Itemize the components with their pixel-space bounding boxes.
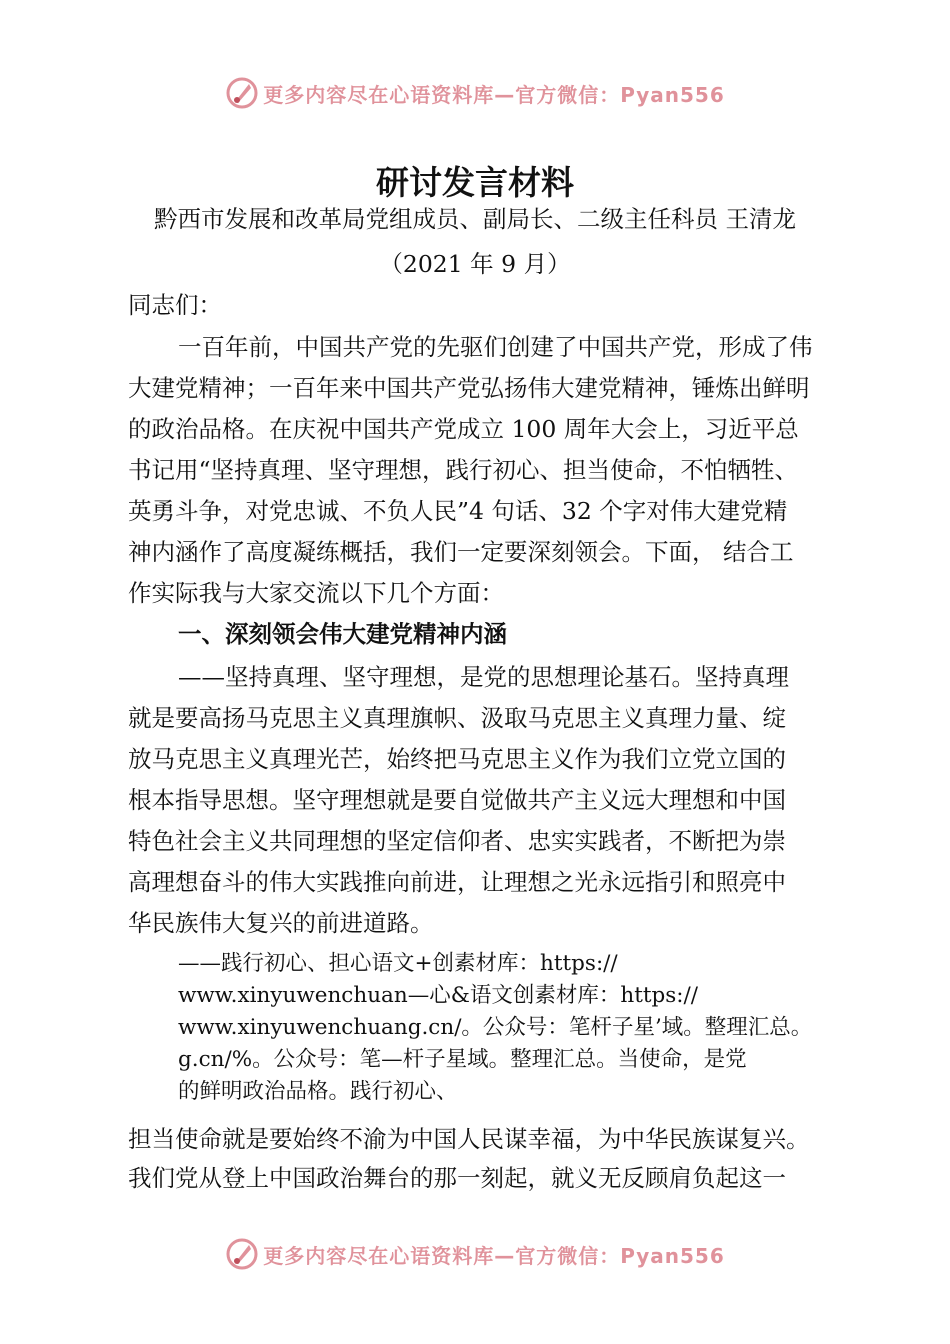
garbled-line: g.cn/%。公众号：笔—杆子星域。整理汇总。当使命，是党 — [178, 1047, 747, 1072]
paragraph-line: 特色社会主义共同理想的坚定信仰者、忠实实践者，不断把为崇 — [128, 827, 786, 855]
document-title: 研讨发言材料 — [376, 163, 574, 202]
paragraph-line: ——坚持真理、坚守理想，是党的思想理论基石。坚持真理 — [178, 663, 789, 691]
watermark-text: 更多内容尽在心语资料库—官方微信：Pyan556 — [263, 82, 725, 107]
intro-line: 书记用“坚持真理、坚守理想，践行初心、担当使命，不怕牺牲、 — [128, 456, 799, 484]
paragraph-line: 担当使命就是要始终不渝为中国人民谋幸福，为中华民族谋复兴。 — [128, 1125, 810, 1153]
intro-line: 的政治品格。在庆祝中国共产党成立 100 周年大会上，习近平总 — [128, 415, 799, 443]
watermark-footer — [0, 1234, 950, 1274]
quill-logo-icon — [225, 1237, 259, 1271]
author-line: 黔西市发展和改革局党组成员、副局长、二级主任科员 王清龙 — [154, 205, 796, 233]
paragraph-line: 我们党从登上中国政治舞台的那一刻起，就义无反顾肩负起这一 — [128, 1164, 786, 1192]
greeting: 同志们： — [128, 291, 222, 319]
paragraph-line: 放马克思主义真理光芒，始终把马克思主义作为我们立党立国的 — [128, 745, 786, 773]
date-line: （2021 年 9 月） — [379, 250, 571, 278]
garbled-line: 的鲜明政治品格。践行初心、 — [178, 1079, 458, 1104]
intro-line: 作实际我与大家交流以下几个方面： — [128, 579, 504, 607]
section-heading: 一、深刻领会伟大建党精神内涵 — [178, 620, 507, 648]
garbled-line: ——践行初心、担心语文+创素材库：https:// — [178, 951, 618, 976]
garbled-line: www.xinyuwenchuang.cn/。公众号：笔杆子星’域。整理汇总。 — [178, 1015, 813, 1040]
intro-line: 大建党精神；一百年来中国共产党弘扬伟大建党精神，锤炼出鲜明 — [128, 374, 810, 402]
garbled-line: www.xinyuwenchuan—心&语文创素材库：https:// — [178, 983, 699, 1008]
intro-line: 一百年前，中国共产党的先驱们创建了中国共产党，形成了伟 — [178, 333, 813, 361]
paragraph-line: 高理想奋斗的伟大实践推向前进，让理想之光永远指引和照亮中 — [128, 868, 786, 896]
watermark-text: 更多内容尽在心语资料库—官方微信：Pyan556 — [263, 1243, 725, 1268]
paragraph-line: 根本指导思想。坚守理想就是要自觉做共产主义远大理想和中国 — [128, 786, 786, 814]
paragraph-line: 华民族伟大复兴的前进道路。 — [128, 909, 434, 937]
intro-line: 英勇斗争，对党忠诚、不负人民”4 句话、32 个字对伟大建党精 — [128, 497, 788, 525]
intro-line: 神内涵作了高度凝练概括，我们一定要深刻领会。下面， 结合工 — [128, 538, 794, 566]
quill-logo-icon — [225, 76, 259, 110]
paragraph-line: 就是要高扬马克思主义真理旗帜、汲取马克思主义真理力量、绽 — [128, 704, 786, 732]
watermark-header — [0, 73, 950, 113]
